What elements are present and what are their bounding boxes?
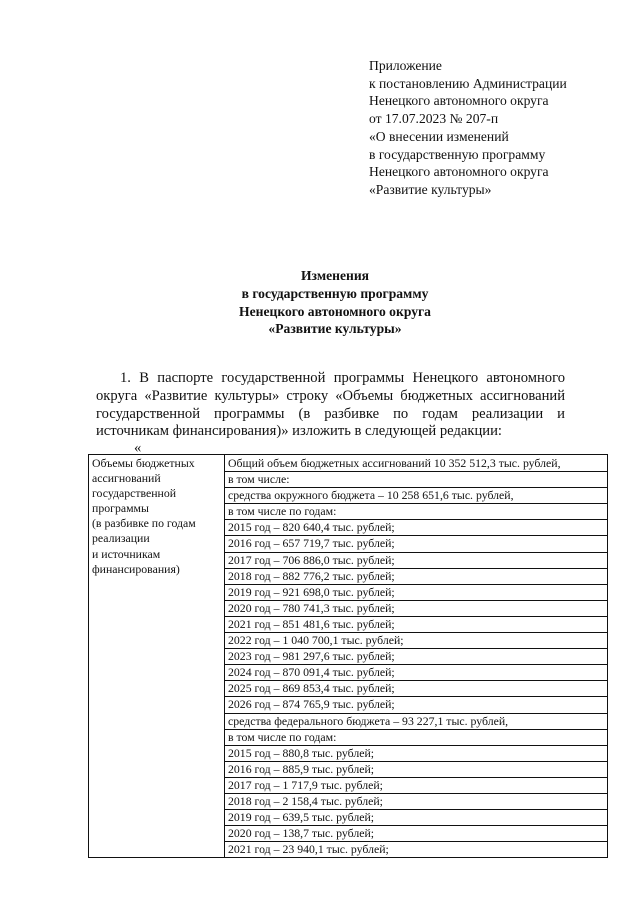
value-line: 2018 год – 882 776,2 тыс. рублей; [225, 569, 607, 585]
value-line: в том числе по годам: [225, 504, 607, 520]
document-title [100, 267, 570, 338]
label-line: ассигнований [92, 471, 161, 486]
value-line: 2015 год – 880,8 тыс. рублей; [225, 746, 607, 762]
annex-line: Ненецкого автономного округа [369, 93, 549, 109]
value-line: Общий объем бюджетных ассигнований 10 352 512,3 тыс. рублей, [225, 456, 607, 472]
title-line: Ненецкого автономного округа [239, 303, 431, 319]
value-line: в том числе по годам: [225, 730, 607, 746]
paragraph-text: В паспорте государственной программы Ненецкого автономного округа «Развитие культуры» строку «Объемы бюджетных ассигнований государственной программы (в разбивке по годам реализации и источникам финансирования)» изложить в следующей редакции: [96, 370, 565, 440]
value-line: 2016 год – 885,9 тыс. рублей; [225, 762, 607, 778]
value-line: средства окружного бюджета – 10 258 651,6 тыс. рублей, [225, 488, 607, 504]
annex-line: от 17.07.2023 № 207-п [369, 111, 499, 127]
title-line: в государственную программу [241, 285, 429, 301]
value-line: средства федерального бюджета – 93 227,1 тыс. рублей, [225, 714, 607, 730]
value-line: 2017 год – 1 717,9 тыс. рублей; [225, 778, 607, 794]
label-line: финансирования) [92, 561, 180, 576]
label-line: программы [92, 501, 149, 516]
annex-line: в государственную программу [369, 146, 546, 162]
annex-line: Ненецкого автономного округа [369, 164, 549, 180]
budget-table [88, 454, 608, 858]
value-line: 2021 год – 23 940,1 тыс. рублей; [228, 842, 389, 857]
label-line: государственной [92, 486, 177, 501]
paragraph-number: 1. [120, 370, 131, 386]
annex-line: Приложение [369, 58, 442, 73]
value-line: 2018 год – 2 158,4 тыс. рублей; [225, 794, 607, 810]
value-line: 2021 год – 851 481,6 тыс. рублей; [225, 617, 607, 633]
value-line: 2025 год – 869 853,4 тыс. рублей; [225, 681, 607, 697]
value-line: 2026 год – 874 765,9 тыс. рублей; [225, 697, 607, 713]
value-line: 2020 год – 780 741,3 тыс. рублей; [225, 601, 607, 617]
value-line: 2017 год – 706 886,0 тыс. рублей; [225, 553, 607, 569]
annex-header [369, 57, 619, 199]
value-line: 2016 год – 657 719,7 тыс. рублей; [225, 536, 607, 552]
row-label-cell [89, 455, 225, 858]
title-line: Изменения [300, 268, 370, 283]
value-line: 2020 год – 138,7 тыс. рублей; [225, 826, 607, 842]
value-line: 2019 год – 921 698,0 тыс. рублей; [225, 585, 607, 601]
value-line: 2015 год – 820 640,4 тыс. рублей; [225, 520, 607, 536]
annex-line: к постановлению Администрации [369, 75, 567, 91]
value-line: 2023 год – 981 297,6 тыс. рублей; [225, 649, 607, 665]
title-line: «Развитие культуры» [268, 321, 402, 337]
value-line: 2022 год – 1 040 700,1 тыс. рублей; [225, 633, 607, 649]
label-line: и источникам [92, 546, 161, 561]
paragraph-1 [96, 370, 565, 441]
label-line: реализации [92, 531, 150, 546]
value-line: 2024 год – 870 091,4 тыс. рублей; [225, 665, 607, 681]
value-line: в том числе: [225, 472, 607, 488]
table-row [89, 455, 608, 858]
opening-quote: « [134, 440, 142, 456]
annex-line: «О внесении изменений [369, 128, 509, 144]
label-line: (в разбивке по годам [92, 516, 196, 531]
annex-line: «Развитие культуры» [369, 181, 492, 197]
value-line: 2019 год – 639,5 тыс. рублей; [225, 810, 607, 826]
row-value-cell [225, 455, 608, 858]
label-line: Объемы бюджетных [92, 456, 195, 470]
